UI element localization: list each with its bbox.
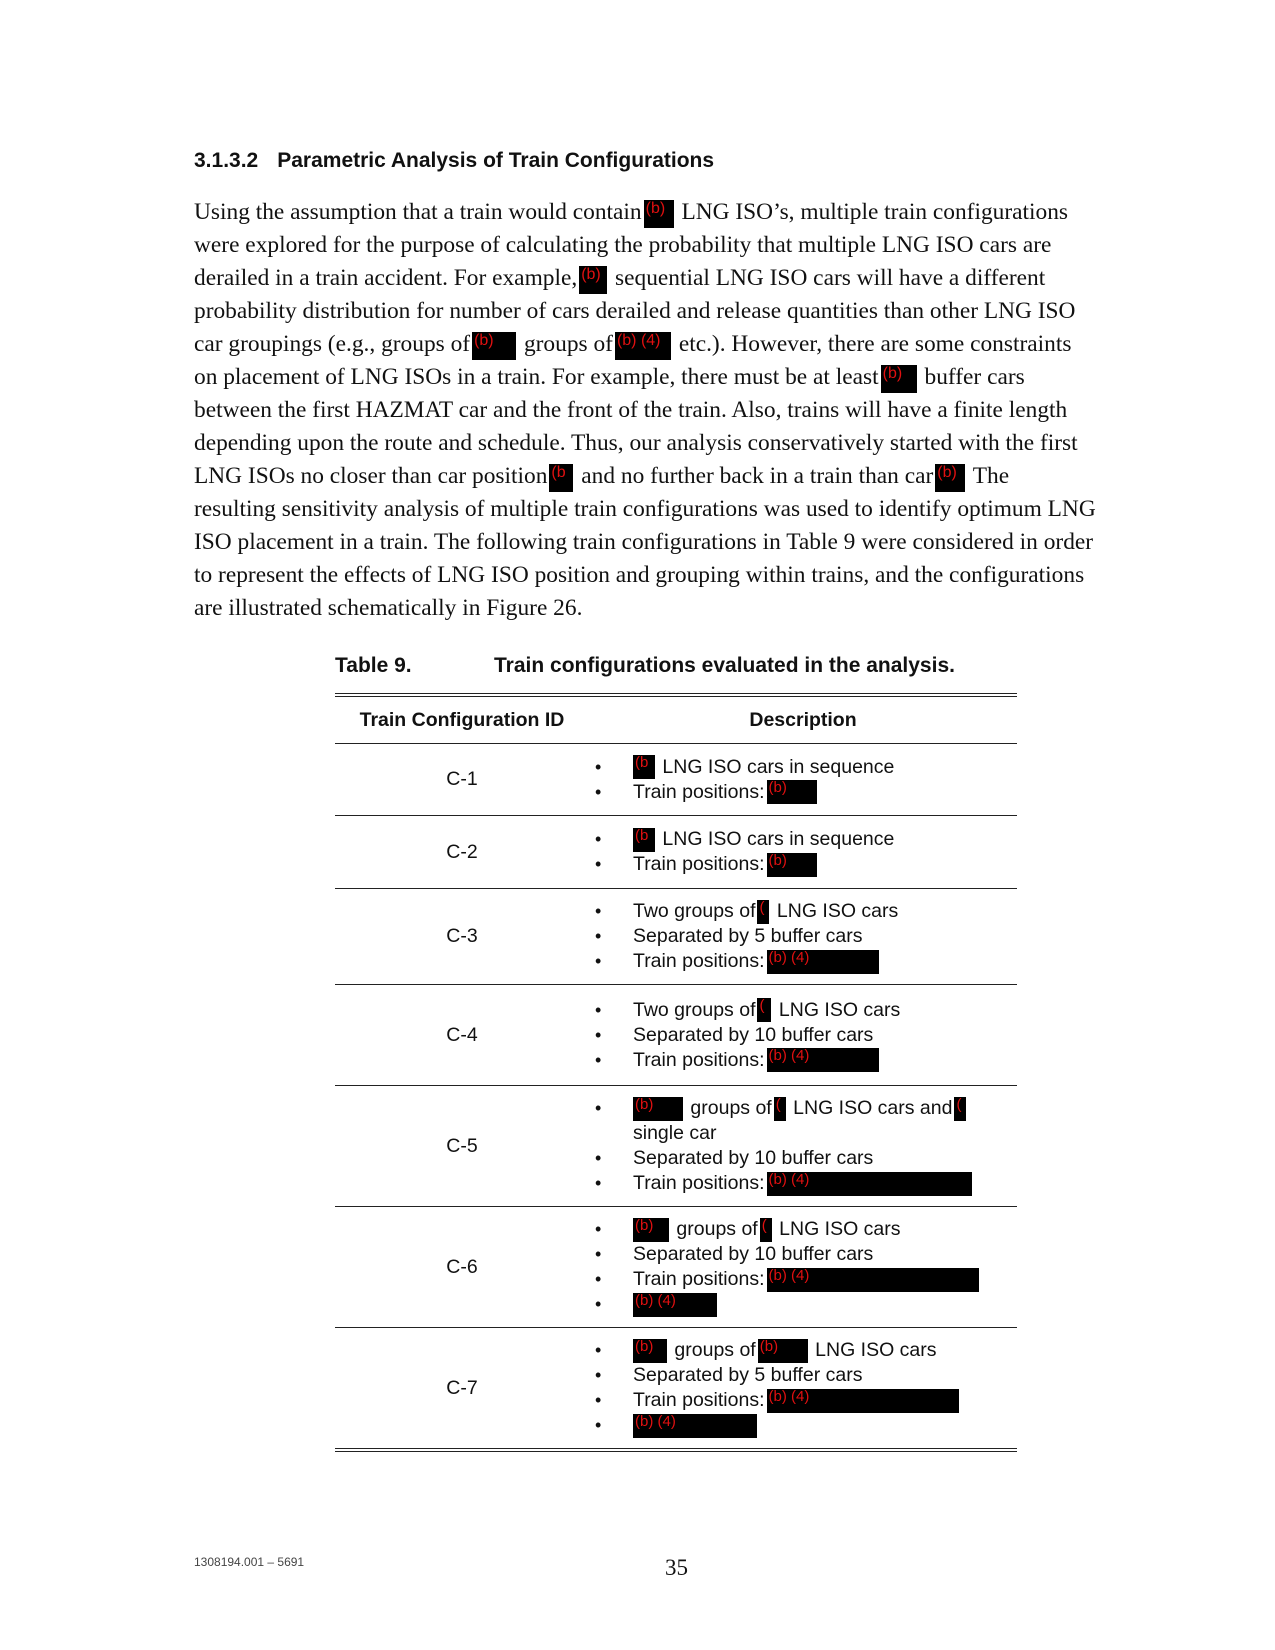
bullet-continuation xyxy=(335,1292,1017,1317)
redaction-box: ( xyxy=(757,998,771,1022)
table-row xyxy=(335,744,1017,816)
bullet-item: • Separated by 5 buffer cars xyxy=(335,924,1017,949)
table-caption xyxy=(335,654,955,678)
config-description xyxy=(589,816,1017,889)
redaction-box: (b) xyxy=(633,1339,667,1363)
table-caption-label: Table 9. xyxy=(335,654,412,677)
paragraph-line: on placement of LNG ISOs in a train. For example, there must be at least (b) buffer cars xyxy=(194,361,1160,394)
bullet-item: • Separated by 10 buffer cars xyxy=(335,1023,1017,1048)
config-description xyxy=(589,744,1017,816)
column-header-description: Description xyxy=(749,708,857,731)
bullet-item: • Two groups of ( LNG ISO cars xyxy=(335,998,1017,1023)
table-row xyxy=(335,1086,1017,1207)
paragraph-line: ISO placement in a train. The following train configurations in Table 9 were considered in order xyxy=(194,529,1094,555)
redaction-box: (b) xyxy=(472,332,516,360)
config-id: C-5 xyxy=(446,1134,478,1157)
paragraph-line: LNG ISOs no closer than car position (b and no further back in a train than car (b) The xyxy=(194,460,1160,493)
bullet-item: • (b LNG ISO cars in sequence xyxy=(335,755,1017,780)
redaction-box: (b) (4) xyxy=(767,950,879,974)
config-description xyxy=(589,1328,1017,1451)
config-id: C-2 xyxy=(446,840,478,863)
body-paragraph xyxy=(194,196,1160,625)
redaction-box: (b) (4) xyxy=(633,1414,757,1438)
config-id: C-6 xyxy=(446,1255,478,1278)
redaction-box: (b) (4) xyxy=(767,1172,972,1196)
bullet-item: • (b) groups of (b) LNG ISO cars xyxy=(335,1338,1017,1363)
paragraph-line: to represent the effects of LNG ISO position and grouping within trains, and the configurations xyxy=(194,562,1085,588)
table-row xyxy=(335,816,1017,889)
bullet-item: • Train positions: (b) (4) xyxy=(335,949,1017,974)
redaction-box: (b) (4) xyxy=(615,332,671,360)
redaction-box: (b) xyxy=(633,1097,683,1121)
bullet-continuation xyxy=(335,1413,1017,1438)
table-row xyxy=(335,1328,1017,1451)
config-id: C-7 xyxy=(446,1376,478,1399)
config-id: C-1 xyxy=(446,768,478,790)
paragraph-line: probability distribution for number of cars derailed and release quantities than other LNG ISO xyxy=(194,298,1076,324)
bullet-item: • (b LNG ISO cars in sequence xyxy=(335,827,1017,852)
paragraph-line: were explored for the purpose of calculating the probability that multiple LNG ISO cars are xyxy=(194,232,1052,258)
table-row xyxy=(335,889,1017,985)
page-number: 35 xyxy=(665,1555,688,1580)
paragraph-line: between the first HAZMAT car and the front of the train. Also, trains will have a finite length xyxy=(194,397,1068,423)
table-row xyxy=(335,1207,1017,1328)
section-title: Parametric Analysis of Train Configurations xyxy=(277,149,715,172)
bullet-item: • Separated by 10 buffer cars xyxy=(335,1242,1017,1267)
bullet-item: • Two groups of ( LNG ISO cars xyxy=(335,899,1017,924)
bullet-item: • Separated by 5 buffer cars xyxy=(335,1363,1017,1388)
paragraph-line: Using the assumption that a train would contain (b) LNG ISO’s, multiple train configurations xyxy=(194,196,1160,229)
paragraph-line: resulting sensitivity analysis of multiple train configurations was used to identify optimum LNG xyxy=(194,496,1096,522)
config-id: C-3 xyxy=(446,925,478,947)
bullet-item: • (b) groups of ( LNG ISO cars and ( single car xyxy=(335,1096,1017,1146)
redaction-box: ( xyxy=(954,1097,966,1121)
redaction-box: (b) (4) xyxy=(633,1293,717,1317)
table-row xyxy=(335,985,1017,1086)
redaction-box: (b) xyxy=(758,1339,808,1363)
config-id: C-4 xyxy=(446,1023,478,1046)
config-description xyxy=(589,985,1017,1086)
redaction-box: (b) xyxy=(644,200,674,228)
config-description xyxy=(589,1207,1017,1328)
redaction-box: (b) xyxy=(767,780,817,804)
section-heading xyxy=(194,149,714,173)
bullet-item: • Separated by 10 buffer cars xyxy=(335,1146,1017,1171)
redaction-box: (b) (4) xyxy=(767,1389,959,1413)
bullet-item: • Train positions: (b) xyxy=(335,852,1017,877)
config-description xyxy=(589,1086,1017,1207)
paragraph-line: depending upon the route and schedule. Thus, our analysis conservatively started with the first xyxy=(194,430,1078,456)
redaction-box: (b xyxy=(549,464,573,492)
bullet-item: • Train positions: (b) xyxy=(335,780,1017,805)
redaction-box: (b) (4) xyxy=(767,1268,979,1292)
section-number: 3.1.3.2 xyxy=(194,149,259,172)
redaction-box: (b) xyxy=(767,853,817,877)
redaction-box: (b) xyxy=(881,365,917,393)
redaction-box: (b xyxy=(633,828,655,852)
redaction-box: (b) xyxy=(633,1218,669,1242)
config-description xyxy=(589,889,1017,985)
redaction-box: (b) (4) xyxy=(767,1048,879,1072)
paragraph-line: car groupings (e.g., groups of (b) groups of (b) (4) etc.). However, there are some constraints xyxy=(194,328,1160,361)
redaction-box: ( xyxy=(774,1097,786,1121)
train-configurations-table xyxy=(335,693,1017,1452)
redaction-box: ( xyxy=(757,900,769,924)
table-caption-title: Train configurations evaluated in the analysis. xyxy=(494,654,955,677)
bullet-item: • Train positions: (b) (4) xyxy=(335,1267,1017,1292)
table-header-row xyxy=(335,695,1017,744)
paragraph-line: are illustrated schematically in Figure 26. xyxy=(194,595,583,621)
bullet-item: • Train positions: (b) (4) xyxy=(335,1171,1017,1196)
document-code: 1308194.001 – 5691 xyxy=(194,1555,305,1569)
bullet-item: • Train positions: (b) (4) xyxy=(335,1048,1017,1073)
redaction-box: ( xyxy=(760,1218,772,1242)
bullet-item: • (b) groups of ( LNG ISO cars xyxy=(335,1217,1017,1242)
paragraph-line: derailed in a train accident. For example, (b) sequential LNG ISO cars will have a different xyxy=(194,262,1160,295)
redaction-box: (b xyxy=(633,755,655,779)
redaction-box: (b) xyxy=(935,464,965,492)
bullet-item: • Train positions: (b) (4) xyxy=(335,1388,1017,1413)
redaction-box: (b) xyxy=(579,266,607,294)
column-header-id: Train Configuration ID xyxy=(359,708,565,731)
